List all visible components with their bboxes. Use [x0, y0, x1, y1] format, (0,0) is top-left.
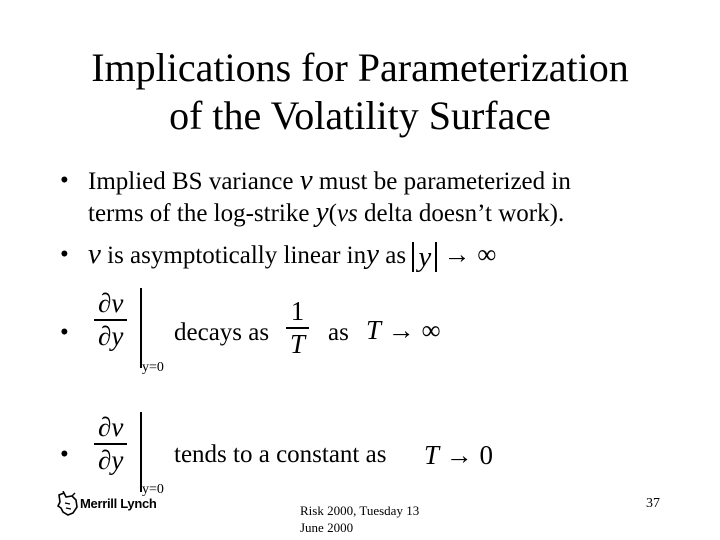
var-v: v: [299, 164, 313, 196]
title-line-1: Implications for Parameterization: [91, 45, 629, 90]
bullet-2: v is asymptotically linear iny as y → ∞: [88, 238, 497, 274]
limit-T-infinity: T → ∞: [366, 315, 441, 345]
evaluation-bar-1: [140, 288, 142, 368]
bullet-marker-1: •: [60, 167, 69, 194]
var-y: y: [315, 196, 329, 228]
bullet-marker-4: •: [60, 441, 69, 468]
footer-center: [300, 502, 419, 536]
bullet-marker-3: •: [60, 319, 69, 346]
bull-icon: [56, 491, 80, 517]
footer-line-2: June 2000: [300, 520, 354, 535]
bullet-1-line-2: terms of the log-strike y(vs delta doesn’t work).: [88, 196, 565, 228]
bullet-3-text: decays as: [174, 319, 270, 346]
partial-derivative-1: $\frac{\partial v}{\partial y}$: [94, 288, 127, 352]
partial-derivative-2: $\frac{\partial v}{\partial y}$: [94, 412, 127, 476]
eval-subscript-2: y=0: [142, 482, 164, 497]
footer-line-1: Risk 2000, Tuesday 13: [300, 503, 420, 518]
eval-subscript-1: y=0: [142, 360, 164, 375]
limit-T-zero: T → 0: [424, 440, 494, 470]
logo-text: Merrill Lynch: [80, 496, 157, 511]
bullet-marker-2: •: [60, 241, 69, 268]
bullet-4-text: tends to a constant as: [174, 441, 387, 468]
abs-value: y: [412, 242, 437, 272]
bullet-1-line-1: Implied BS variance v must be parameterized in: [88, 164, 571, 196]
bullet-3-as: as: [328, 319, 349, 346]
page-number: 37: [646, 496, 660, 511]
merrill-lynch-logo: [56, 490, 168, 518]
slide-title: [0, 44, 720, 140]
one-over-T: $\frac{1}{T}$: [286, 296, 309, 360]
evaluation-bar-2: [140, 412, 142, 492]
title-line-2: of the Volatility Surface: [169, 93, 551, 138]
